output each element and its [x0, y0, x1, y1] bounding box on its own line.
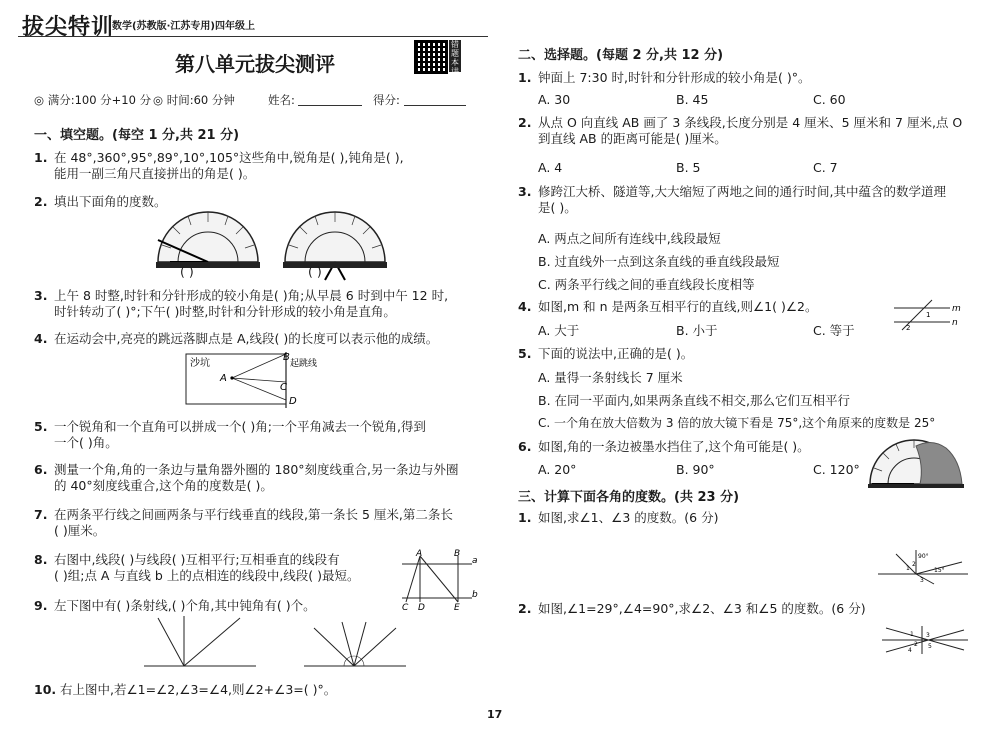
question-3: 3. 上午 8 时整,时针和分针形成的较小角是( )角;从早晨 6 时到中午 12 时, 时针转动了( )°;下午( )时整,时针和分针形成的较小角是直角。	[34, 288, 449, 319]
point-d-label: D	[289, 396, 297, 407]
header-rule	[18, 36, 488, 37]
choice-5-option-c[interactable]: C. 一个角在放大倍数为 3 倍的放大镜下看是 75°,这个角原来的度数是 25°	[538, 416, 936, 430]
calc-2-angle-3: 3	[926, 632, 930, 639]
q2-blank-1[interactable]: ( )	[180, 264, 194, 279]
name-label: 姓名:	[268, 93, 295, 107]
q8-point-a: A	[416, 549, 423, 559]
calc-2-angle-2: 2	[914, 641, 918, 648]
q8-point-c: C	[402, 603, 409, 613]
choice-1-option-c[interactable]: C. 60	[813, 92, 846, 107]
point-a-label: A	[220, 373, 227, 384]
point-b-label: B	[283, 352, 290, 363]
ink-protractor-figure	[866, 436, 966, 488]
line-m-label: m	[952, 304, 961, 314]
choice-2-option-c[interactable]: C. 7	[813, 160, 838, 175]
calc-1-angle-2: 2	[912, 561, 916, 568]
choice-1-option-b[interactable]: B. 45	[676, 92, 709, 107]
time-info: ◎ 时间:60 分钟	[153, 93, 235, 107]
calc-2-angle-5: 5	[928, 643, 932, 650]
calc-1-angle-3: 3	[920, 577, 924, 584]
choice-3-option-a[interactable]: A. 两点之间所有连线中,线段最短	[538, 231, 721, 246]
angle-2-label: 2	[906, 324, 911, 332]
score-info: ◎ 满分:100 分+10 分	[34, 93, 152, 107]
choice-4-option-a[interactable]: A. 大于	[538, 323, 580, 338]
choice-5-option-a[interactable]: A. 量得一条射线长 7 厘米	[538, 370, 683, 385]
calc-2-angle-1: 1	[910, 631, 914, 638]
choice-2-option-b[interactable]: B. 5	[676, 160, 701, 175]
choice-question-1: 1. 钟面上 7:30 时,时针和分针形成的较小角是( )°。	[518, 70, 811, 85]
calc-question-2: 2. 如图,∠1=29°,∠4=90°,求∠2、∠3 和∠5 的度数。(6 分)	[518, 601, 866, 616]
q2-blank-2[interactable]: ( )	[308, 264, 322, 279]
calc-1-angle-1: 1	[906, 565, 910, 572]
name-field[interactable]	[298, 105, 362, 106]
calc-1-figure	[876, 548, 972, 586]
parallel-lines-figure	[398, 550, 478, 612]
choice-1-option-a[interactable]: A. 30	[538, 92, 571, 107]
q8-line-b: b	[472, 590, 478, 600]
calc-2-angle-4: 4	[908, 647, 912, 654]
choice-question-4: 4. 如图,m 和 n 是两条互相平行的直线,则∠1( )∠2。	[518, 299, 818, 314]
angle-1-label: 1	[926, 311, 931, 319]
question-4: 4. 在运动会中,亮亮的跳远落脚点是 A,线段( )的长度可以表示他的成绩。	[34, 331, 439, 346]
parallel-mn-figure	[892, 298, 962, 332]
question-8: 8. 右图中,线段( )与线段( )互相平行;互相垂直的线段有 ( )组;点 A 与直线 b 上的点相连的线段中,线段( )最短。	[34, 552, 360, 583]
calc-2-figure	[880, 624, 970, 656]
choice-2-option-a[interactable]: A. 4	[538, 160, 563, 175]
rays-figure-right	[300, 612, 410, 672]
choice-question-5: 5. 下面的说法中,正确的是( )。	[518, 346, 694, 361]
q8-point-b: B	[454, 549, 461, 559]
jump-line-label: 起跳线	[290, 359, 318, 369]
protractor-2	[283, 212, 387, 280]
qr-label: 错题本讲解视频	[451, 40, 459, 103]
choice-5-option-b[interactable]: B. 在同一平面内,如果两条直线不相交,那么它们互相平行	[538, 393, 850, 408]
choice-3-option-c[interactable]: C. 两条平行线之间的垂直线段长度相等	[538, 277, 755, 292]
protractor-1	[156, 212, 260, 268]
book-subtitle: 数学(苏教版·江苏专用)四年级上	[112, 21, 255, 32]
choice-question-3: 3. 修跨江大桥、隧道等,大大缩短了两地之间的通行时间,其中蕴含的数学道理 是( )。	[518, 184, 946, 215]
q8-line-a: a	[472, 556, 478, 566]
line-n-label: n	[952, 318, 958, 328]
q8-point-e: E	[454, 603, 460, 613]
section-choice: 二、选择题。(每题 2 分,共 12 分)	[518, 48, 724, 63]
choice-3-option-b[interactable]: B. 过直线外一点到这条直线的垂直线段最短	[538, 254, 780, 269]
question-7: 7. 在两条平行线之间画两条与平行线垂直的线段,第一条长 5 厘米,第二条长 ( )厘米。	[34, 507, 453, 538]
choice-6-option-b[interactable]: B. 90°	[676, 462, 715, 477]
page-title: 第八单元拔尖测评	[175, 52, 335, 76]
section-calculate: 三、计算下面各角的度数。(共 23 分)	[518, 490, 740, 505]
result-label: 得分:	[373, 93, 400, 107]
calc-1-angle-90: 90°	[918, 553, 929, 560]
brand-logo: 拔尖特训	[22, 15, 115, 40]
point-c-label: C	[280, 382, 287, 393]
rays-figure-left	[140, 612, 260, 672]
question-2: 2. 填出下面角的度数。	[34, 194, 167, 209]
long-jump-figure	[180, 350, 318, 410]
choice-4-option-c[interactable]: C. 等于	[813, 323, 855, 338]
question-1: 1. 在 48°,360°,95°,89°,10°,105°这些角中,锐角是( ),钝角是( ), 能用一副三角尺直接拼出的角是( )。	[34, 150, 404, 181]
question-5: 5. 一个锐角和一个直角可以拼成一个( )角;一个平角减去一个锐角,得到 一个( )角。	[34, 419, 426, 450]
choice-question-2: 2. 从点 O 向直线 AB 画了 3 条线段,长度分别是 4 厘米、5 厘米和 7 厘米,点 O 到直线 AB 的距离可能是( )厘米。	[518, 115, 963, 146]
result-field[interactable]	[404, 105, 466, 106]
page-number: 17	[487, 708, 503, 721]
q8-point-d: D	[418, 603, 425, 613]
sandpit-label: 沙坑	[190, 358, 210, 369]
choice-4-option-b[interactable]: B. 小于	[676, 323, 718, 338]
question-9: 9. 左下图中有( )条射线,( )个角,其中钝角有( )个。	[34, 598, 316, 613]
qr-code[interactable]	[414, 40, 448, 74]
calc-1-angle-15: 15°	[934, 567, 945, 574]
choice-6-option-a[interactable]: A. 20°	[538, 462, 577, 477]
choice-question-6: 6. 如图,角的一条边被墨水挡住了,这个角可能是( )。	[518, 439, 810, 454]
section-fill-blank: 一、填空题。(每空 1 分,共 21 分)	[34, 128, 240, 143]
calc-question-1: 1. 如图,求∠1、∠3 的度数。(6 分)	[518, 510, 719, 525]
question-6: 6. 测量一个角,角的一条边与量角器外圈的 180°刻度线重合,另一条边与外圈 的 40°刻度线重合,这个角的度数是( )。	[34, 462, 459, 493]
choice-6-option-c[interactable]: C. 120°	[813, 462, 860, 477]
question-10: 10. 右上图中,若∠1=∠2,∠3=∠4,则∠2+∠3=( )°。	[34, 682, 337, 697]
